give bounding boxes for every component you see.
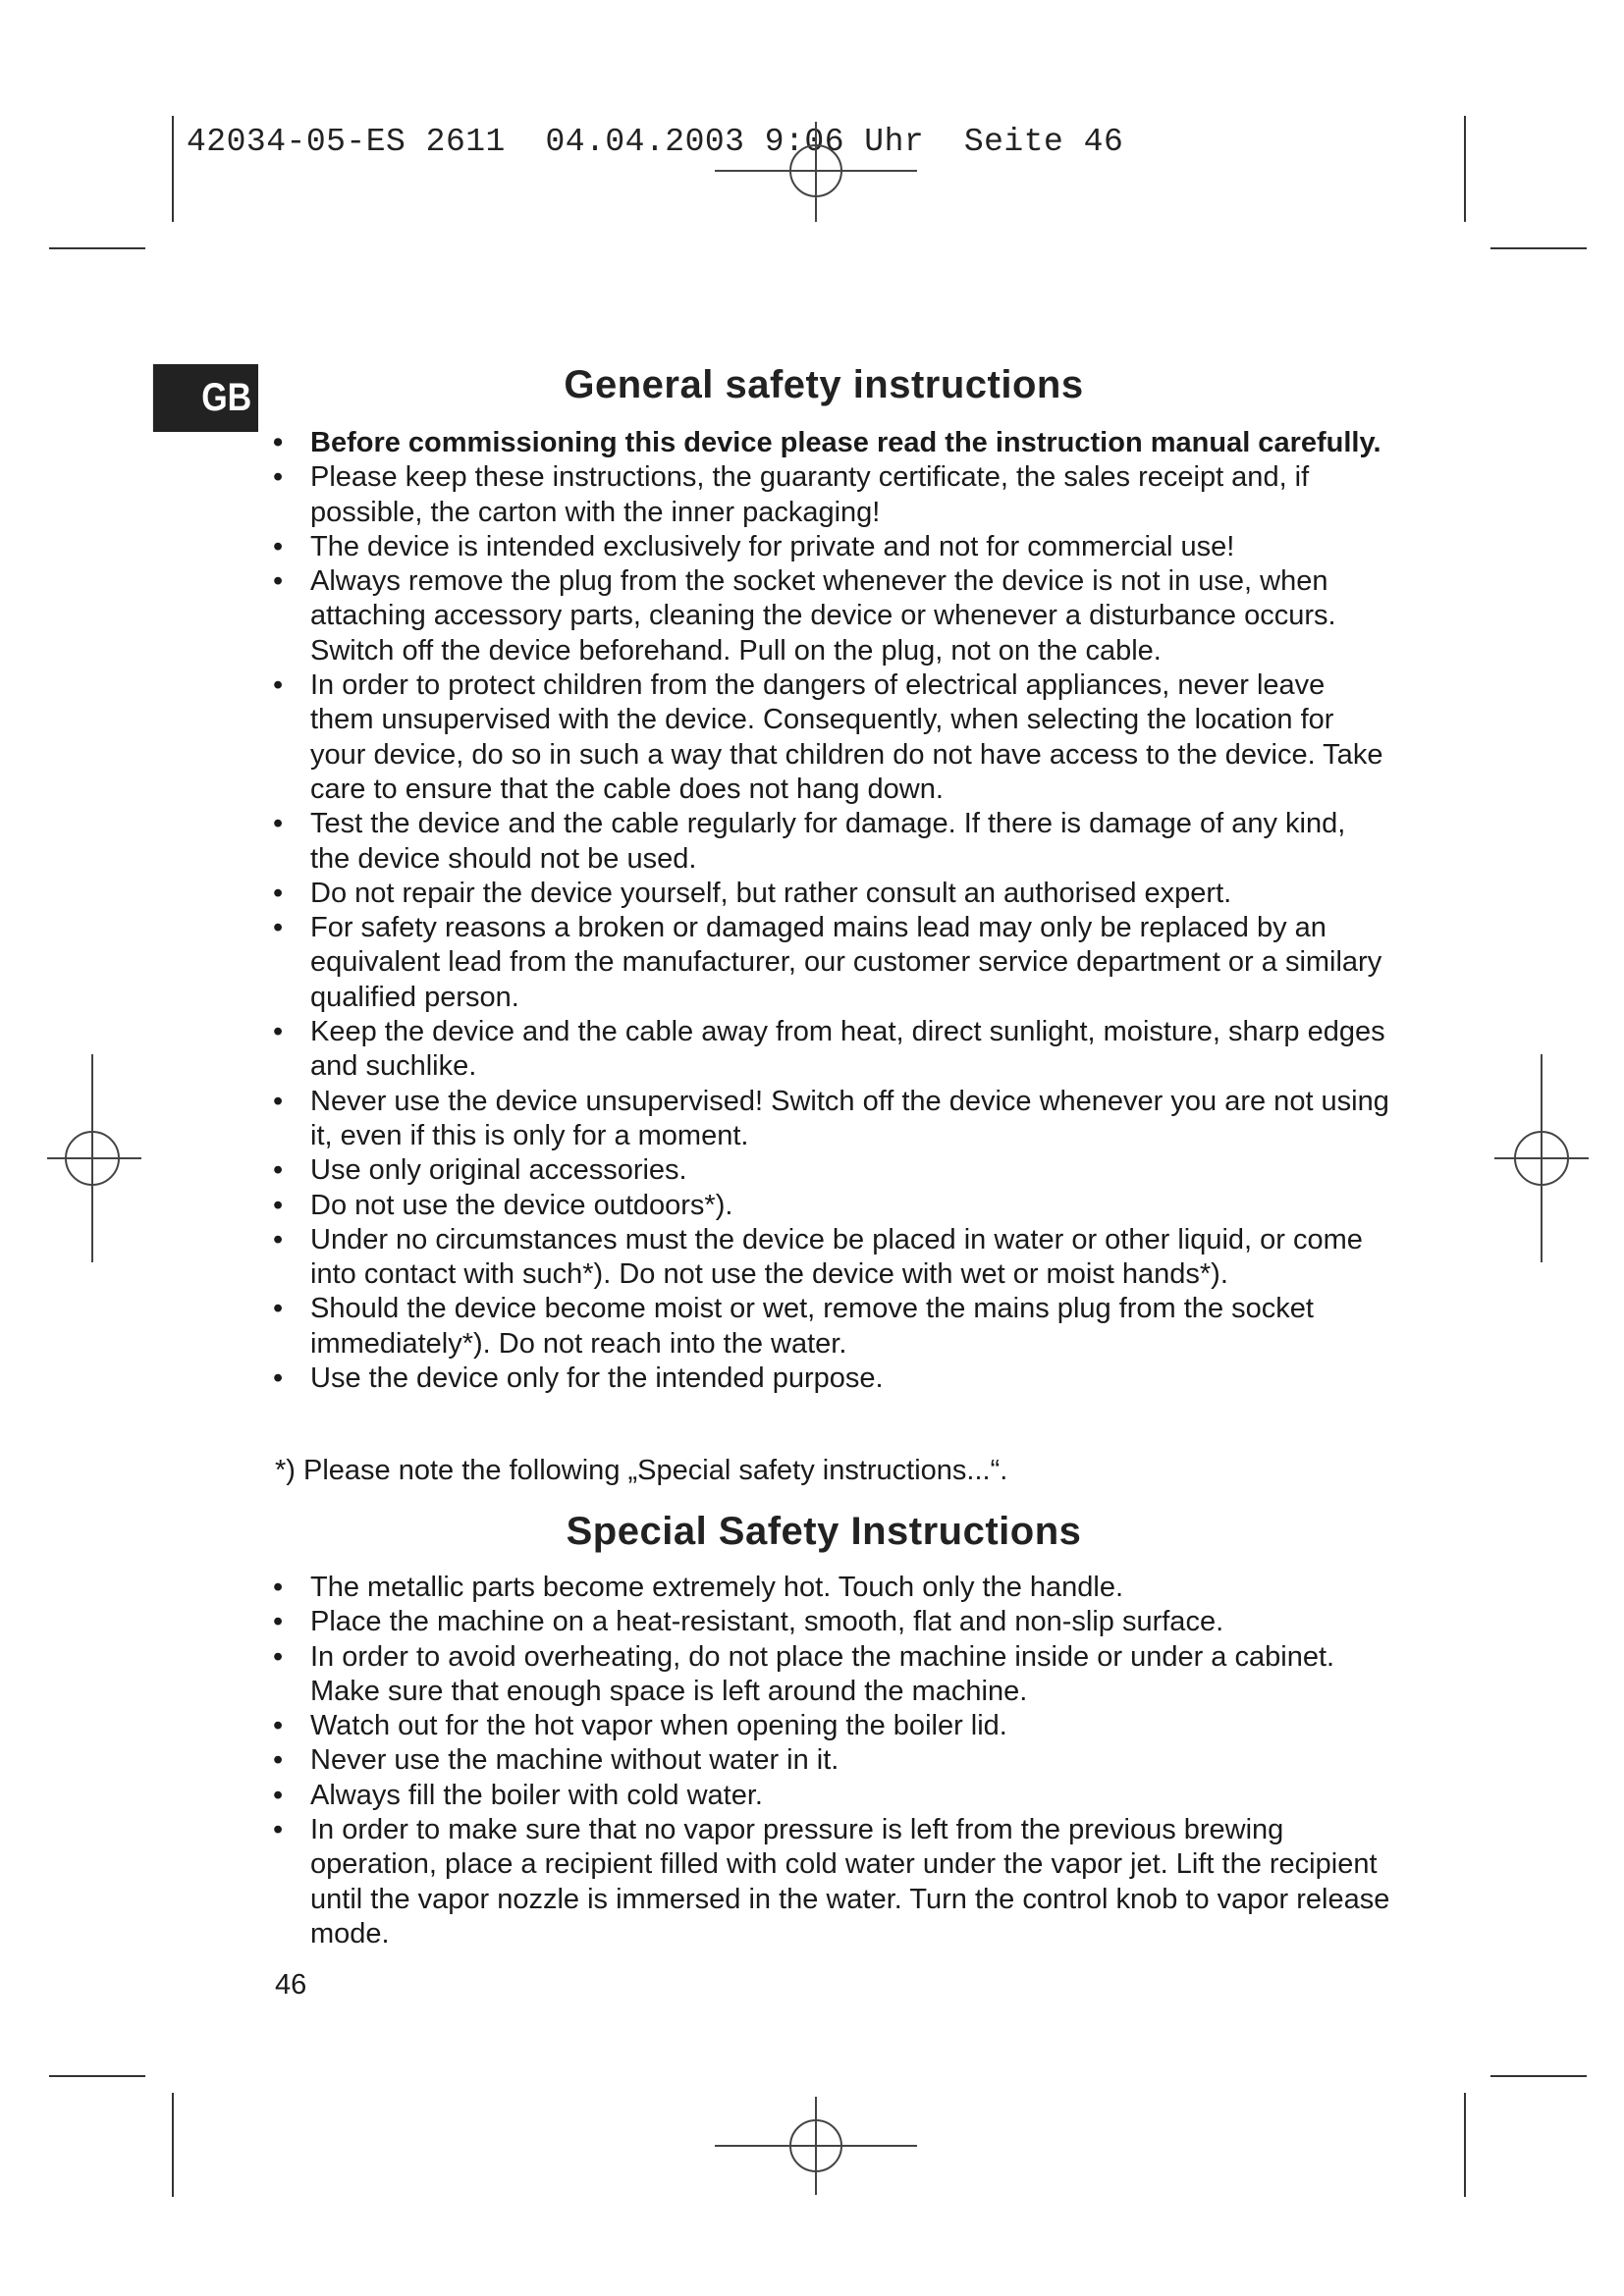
list-item: • Test the device and the cable regularly for damage. If there is damage of any kind, the device should not be used. (273, 807, 1392, 877)
list-item: • Watch out for the hot vapor when opening the boiler lid. (273, 1709, 1392, 1743)
list-item: • The metallic parts become extremely hot. Touch only the handle. (273, 1571, 1392, 1605)
crop-mark-bottom-right-vertical (1464, 2093, 1466, 2197)
footnote: *) Please note the following „Special safety instructions...“. (275, 1455, 1008, 1486)
crop-mark-top-left-vertical (172, 116, 174, 222)
crop-mark-top-left-horizontal (49, 247, 145, 249)
print-header: 42034-05-ES 2611 04.04.2003 9:06 Uhr Seite 46 (187, 124, 1124, 160)
list-item: • Always remove the plug from the socket whenever the device is not in use, when attaching accessory parts, cleaning the device or whenever a disturbance occurs. Switch off the device beforehand. Pull on the plug, not on the cable. (273, 564, 1392, 668)
registration-mark-bottom-icon (711, 2095, 921, 2197)
list-item: • Before commissioning this device please read the instruction manual carefully. (273, 426, 1392, 460)
list-item: • In order to protect children from the dangers of electrical appliances, never leave them unsupervised with the device. Consequently, when selecting the location for your device, do so in such a way that children do not have access to the device. Take care to ensure that the cable does not hang down. (273, 668, 1392, 807)
crop-mark-bottom-left-vertical (172, 2093, 174, 2197)
list-item: • In order to make sure that no vapor pressure is left from the previous brewing operation, place a recipient filled with cold water under the vapor jet. Lift the recipient until the vapor nozzle is immersed in the water. Turn the control knob to vapor release mode. (273, 1813, 1392, 1951)
list-item: • Never use the device unsupervised! Switch off the device whenever you are not using it, even if this is only for a moment. (273, 1085, 1392, 1154)
list-item: • Do not use the device outdoors*). (273, 1189, 1392, 1223)
crop-mark-top-right-horizontal (1490, 247, 1587, 249)
registration-mark-right-icon (1490, 1050, 1593, 1266)
crop-mark-bottom-left-horizontal (49, 2075, 145, 2077)
general-safety-title: General safety instructions (564, 363, 1084, 406)
registration-mark-top-icon (711, 120, 921, 224)
list-item: • The device is intended exclusively for private and not for commercial use! (273, 530, 1392, 564)
list-item: • Under no circumstances must the device be placed in water or other liquid, or come into contact with such*). Do not use the device with wet or moist hands*). (273, 1223, 1392, 1293)
list-item: • Please keep these instructions, the guaranty certificate, the sales receipt and, if possible, the carton with the inner packaging! (273, 460, 1392, 530)
list-item: • Should the device become moist or wet, remove the mains plug from the socket immediately*). Do not reach into the water. (273, 1292, 1392, 1362)
list-item: • For safety reasons a broken or damaged mains lead may only be replaced by an equivalent lead from the manufacturer, our customer service department or a similary qualified person. (273, 911, 1392, 1015)
special-safety-title: Special Safety Instructions (566, 1510, 1082, 1553)
list-item: • Always fill the boiler with cold water. (273, 1779, 1392, 1813)
list-item: • Place the machine on a heat-resistant, smooth, flat and non-slip surface. (273, 1605, 1392, 1639)
registration-mark-left-icon (43, 1050, 145, 1266)
general-safety-list (273, 426, 1392, 1396)
crop-mark-top-right-vertical (1464, 116, 1466, 222)
crop-mark-bottom-right-horizontal (1490, 2075, 1587, 2077)
list-item: • Do not repair the device yourself, but rather consult an authorised expert. (273, 877, 1392, 911)
language-tab: GB (153, 364, 258, 432)
list-item: • Use the device only for the intended purpose. (273, 1362, 1392, 1396)
page-number: 46 (275, 1969, 307, 2001)
special-safety-list (273, 1571, 1392, 1951)
list-item: • Keep the device and the cable away from heat, direct sunlight, moisture, sharp edges and suchlike. (273, 1015, 1392, 1085)
list-item: • Never use the machine without water in it. (273, 1743, 1392, 1778)
list-item: • In order to avoid overheating, do not place the machine inside or under a cabinet. Make sure that enough space is left around the machine. (273, 1640, 1392, 1710)
list-item: • Use only original accessories. (273, 1153, 1392, 1188)
